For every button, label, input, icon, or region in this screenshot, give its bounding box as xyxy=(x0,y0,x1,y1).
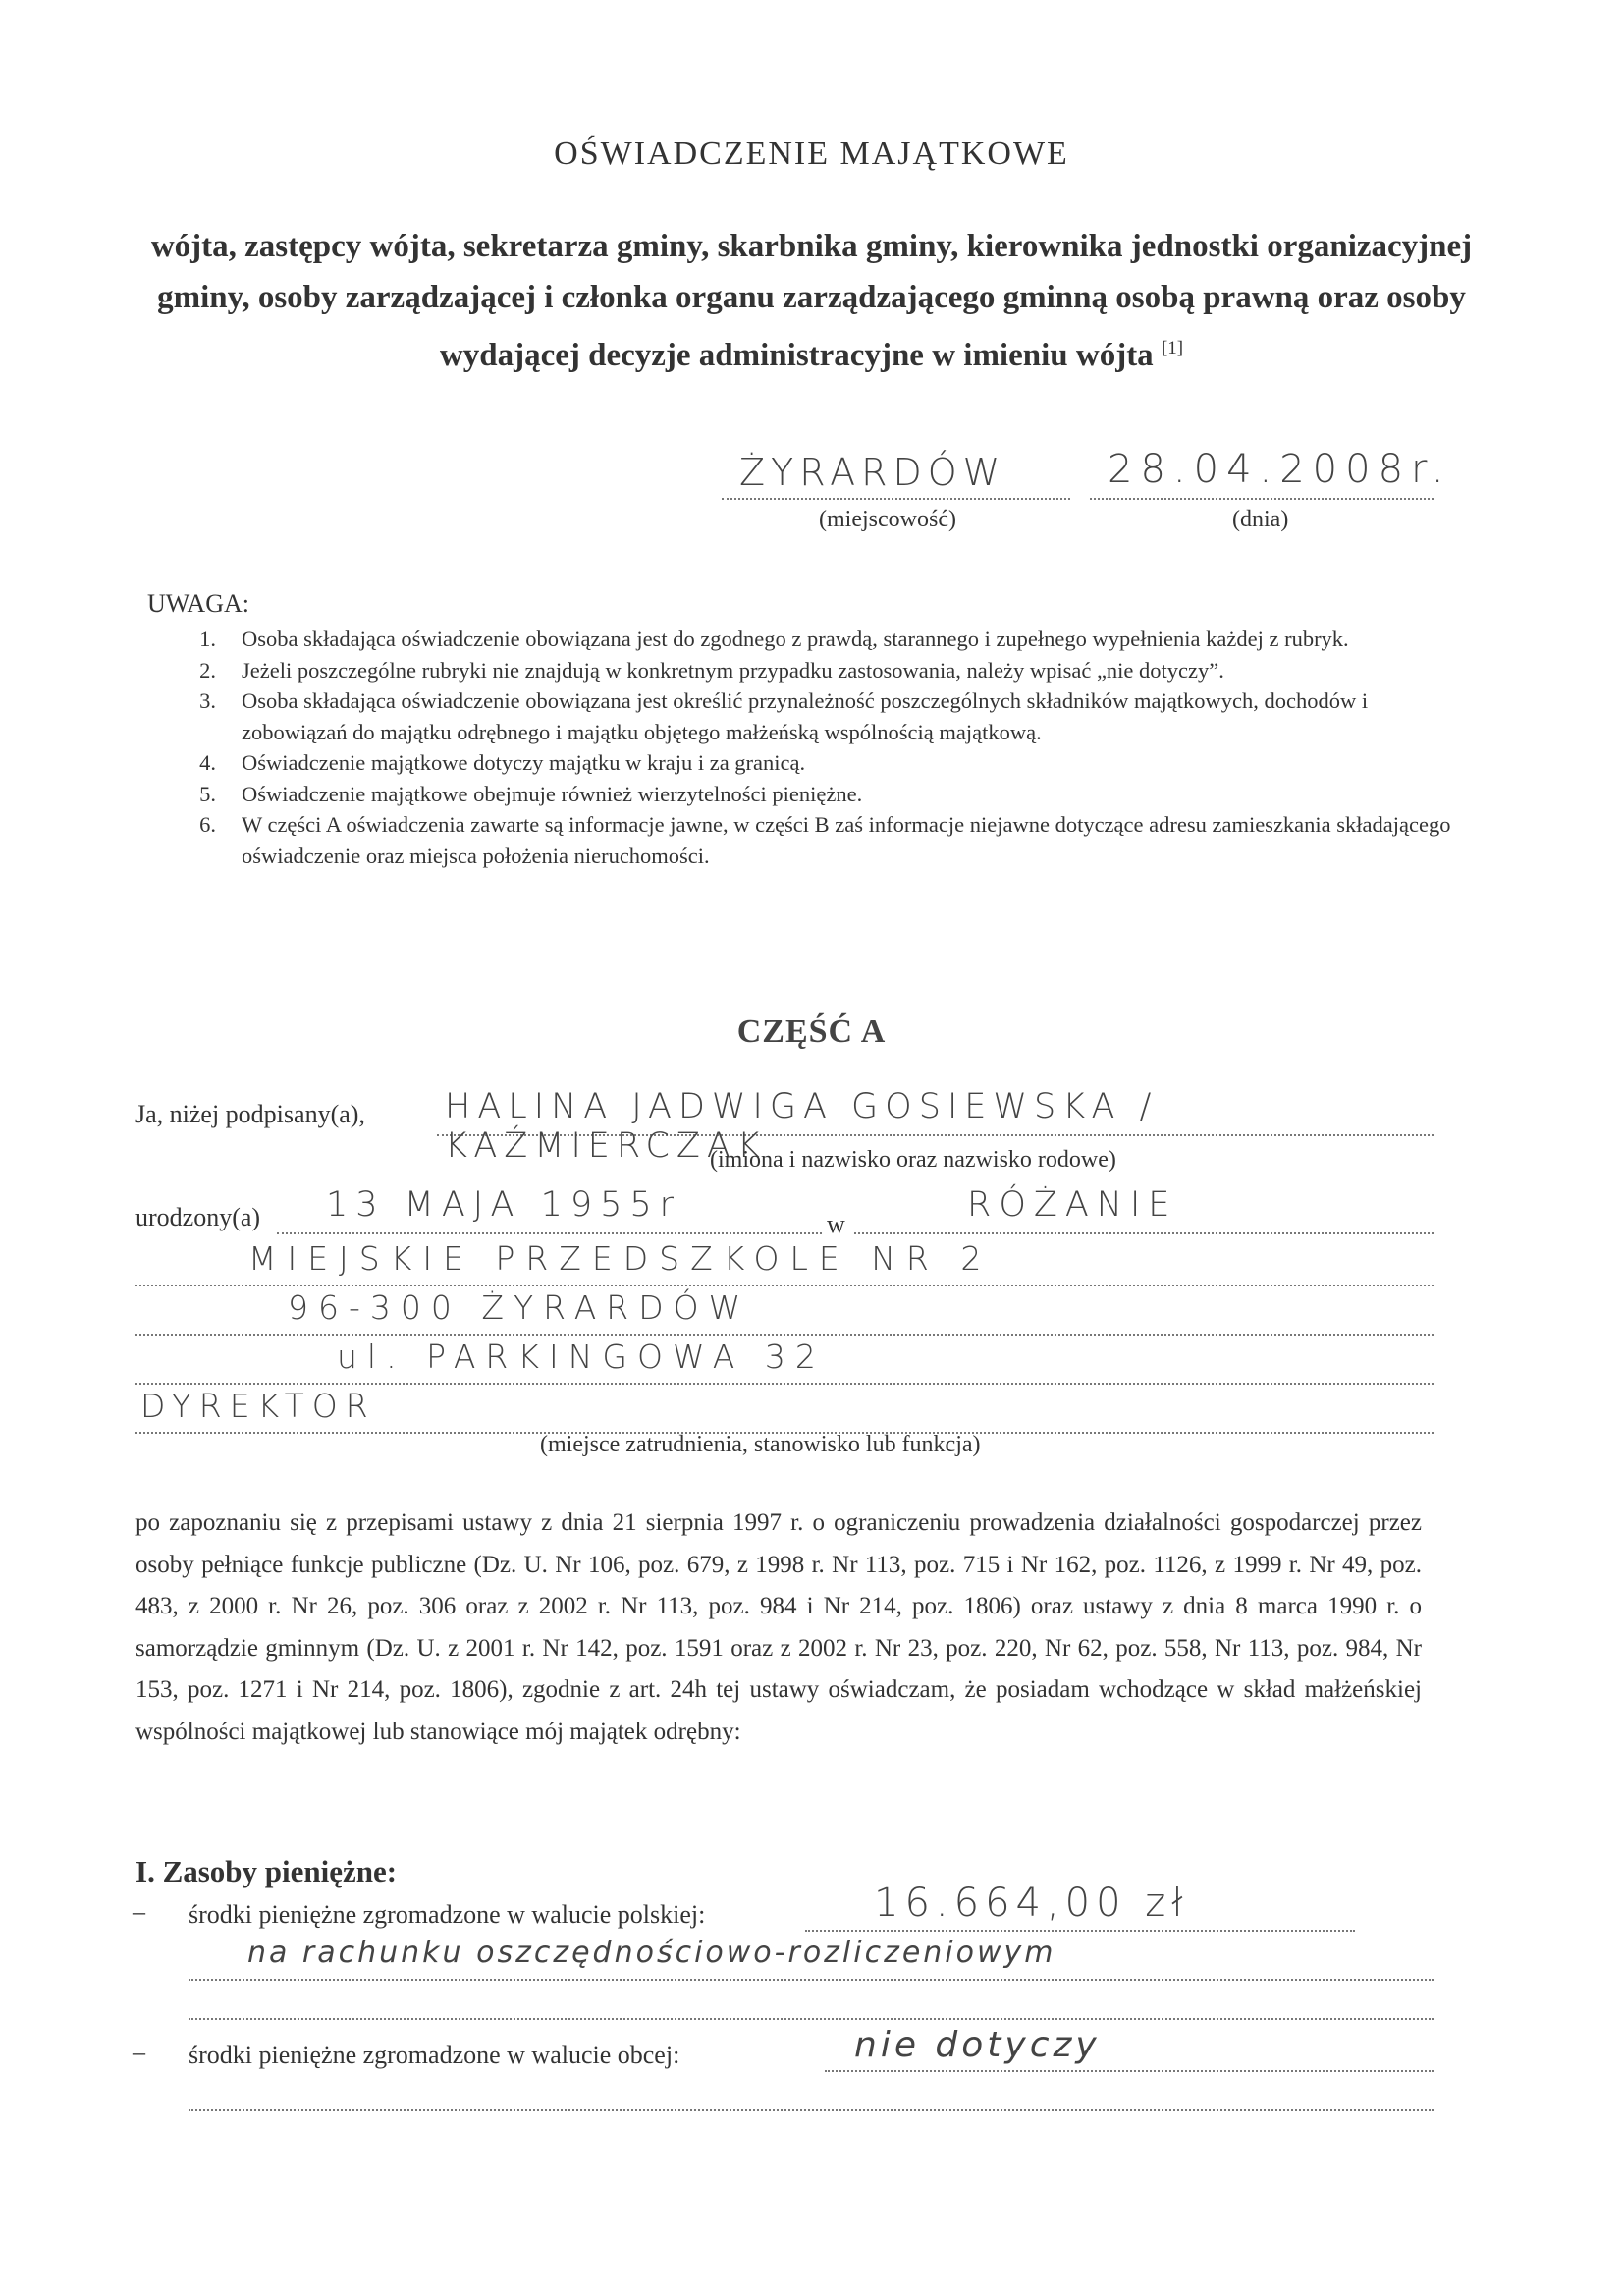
dash-bullet: – xyxy=(133,1897,145,1926)
foreign-label: środki pieniężne zgromadzone w walucie obcej: xyxy=(189,2041,680,2069)
pln-amount-field[interactable] xyxy=(805,1881,1355,1932)
pln-detail-field[interactable] xyxy=(189,1930,1434,1981)
note-text: Jeżeli poszczególne rubryki nie znajdują w konkretnym przypadku zastosowania, należy wpisać „nie dotyczy”. xyxy=(242,657,1224,683)
dash-bullet: – xyxy=(133,2038,145,2066)
pln-amount-value: 16.664,00 zł xyxy=(874,1881,1189,1926)
date-caption: (dnia) xyxy=(1232,507,1289,532)
place-field[interactable] xyxy=(722,447,1070,500)
place-value: ŻYRARDÓW xyxy=(739,451,1006,494)
birth-date-field[interactable] xyxy=(277,1183,822,1234)
note-item xyxy=(177,655,1473,686)
note-item xyxy=(177,809,1473,871)
note-number: 5. xyxy=(199,781,216,806)
subtitle-text: wójta, zastępcy wójta, sekretarza gminy, skarbnika gminy, kierownika jednostki organizacyjnej gminy, osoby zarządzającej i członka organu zarządzającego gminną osobą prawną oraz osoby wydającej decyzje administracyjne w imieniu wójta xyxy=(150,229,1473,373)
document-title: OŚWIADCZENIE MAJĄTKOWE xyxy=(554,136,1069,172)
signed-label: Ja, niżej podpisany(a), xyxy=(135,1100,365,1128)
name-value: HALINA JADWIGA GOSIEWSKA / KAŹMIERCZAK xyxy=(445,1087,1159,1166)
notes-heading: UWAGA: xyxy=(147,589,249,618)
pln-extra-line[interactable] xyxy=(189,1979,1434,2020)
note-item xyxy=(177,779,1473,810)
pln-detail-value: na rachunku oszczędnościowo-rozliczeniowym xyxy=(247,1936,1056,1970)
employment-line-3[interactable] xyxy=(135,1334,1434,1385)
date-value: 28.04.2008r. xyxy=(1108,447,1452,492)
document-subtitle xyxy=(147,221,1476,381)
section-1-heading: I. Zasoby pieniężne: xyxy=(135,1854,398,1888)
note-item xyxy=(177,624,1473,655)
footnote-reference: [1] xyxy=(1161,338,1184,358)
employment-value: ul. PARKINGOWA 32 xyxy=(337,1338,826,1376)
note-number: 2. xyxy=(199,657,216,683)
note-text: Osoba składająca oświadczenie obowiązana jest określić przynależność poszczególnych składników majątkowych, dochodów i zobowiązań do majątku odrębnego i majątku objętego małżeńską wspólnością majątkową. xyxy=(242,688,1369,744)
place-caption: (miejscowość) xyxy=(819,507,956,532)
birth-place-field[interactable] xyxy=(854,1183,1434,1234)
employment-caption: (miejsce zatrudnienia, stanowisko lub funkcja) xyxy=(540,1432,981,1457)
note-number: 1. xyxy=(199,627,216,651)
birth-place-value: RÓŻANIE xyxy=(967,1185,1178,1225)
note-number: 6. xyxy=(199,812,216,837)
note-item xyxy=(177,685,1473,747)
born-label: urodzony(a) xyxy=(135,1203,261,1231)
employment-value: 96-300 ŻYRARDÓW xyxy=(288,1288,751,1327)
name-caption: (imiona i nazwisko oraz nazwisko rodowe) xyxy=(710,1147,1116,1173)
part-a-heading: CZĘŚĆ A xyxy=(736,1013,887,1050)
note-text: Osoba składająca oświadczenie obowiązana jest do zgodnego z prawdą, starannego i zupełnego wypełnienia każdej z rubryk. xyxy=(242,627,1349,651)
employment-value: MIEJSKIE PRZEDSZKOLE NR 2 xyxy=(248,1239,993,1278)
note-text: W części A oświadczenia zawarte są informacje jawne, w części B zaś informacje niejawne dotyczące adresu zamieszkania składającego oświadczenie oraz miejsca położenia nieruchomości. xyxy=(242,812,1451,868)
born-in-label: w xyxy=(827,1210,845,1238)
foreign-extra-line[interactable] xyxy=(189,2070,1434,2111)
employment-line-4[interactable] xyxy=(135,1383,1434,1434)
note-text: Oświadczenie majątkowe dotyczy majątku w kraju i za granicą. xyxy=(242,750,806,775)
employment-line-1[interactable] xyxy=(135,1235,1434,1286)
note-number: 4. xyxy=(199,750,216,775)
note-number: 3. xyxy=(199,688,216,713)
legal-paragraph: po zapoznaniu się z przepisami ustawy z dnia 21 sierpnia 1997 r. o ograniczeniu prowadzenia działalności gospodarczej przez osoby pełniące funkcje publiczne (Dz. U. Nr 106, poz. 679, z 1998 r. Nr 113, poz. 715 i Nr 162, poz. 1126, z 1999 r. Nr 49, poz. 483, z 2000 r. Nr 26, poz. 306 oraz z 2002 r. Nr 113, poz. 984 i Nr 214, poz. 1806) oraz ustawy z dnia 8 marca 1990 r. o samorządzie gminnym (Dz. U. z 2001 r. Nr 142, poz. 1591 oraz z 2002 r. Nr 23, poz. 220, Nr 62, poz. 558, Nr 113, poz. 984, Nr 153, poz. 1271 i Nr 214, poz. 1806), zgodnie z art. 24h tej ustawy oświadczam, że posiadam wchodzące w skład małżeńskiej wspólności majątkowej lub stanowiące mój majątek odrębny: xyxy=(135,1509,1422,1745)
pln-label: środki pieniężne zgromadzone w walucie polskiej: xyxy=(189,1900,706,1929)
note-text: Oświadczenie majątkowe obejmuje również wierzytelności pieniężne. xyxy=(242,781,863,806)
notes-list xyxy=(177,624,1473,871)
foreign-amount-field[interactable] xyxy=(825,2021,1434,2072)
birth-date-value: 13 MAJA 1955r xyxy=(326,1185,682,1225)
employment-line-2[interactable] xyxy=(135,1285,1434,1336)
foreign-amount-value: nie dotyczy xyxy=(854,2025,1101,2065)
note-item xyxy=(177,747,1473,779)
date-field[interactable] xyxy=(1090,447,1452,500)
employment-value: DYREKTOR xyxy=(140,1387,376,1425)
